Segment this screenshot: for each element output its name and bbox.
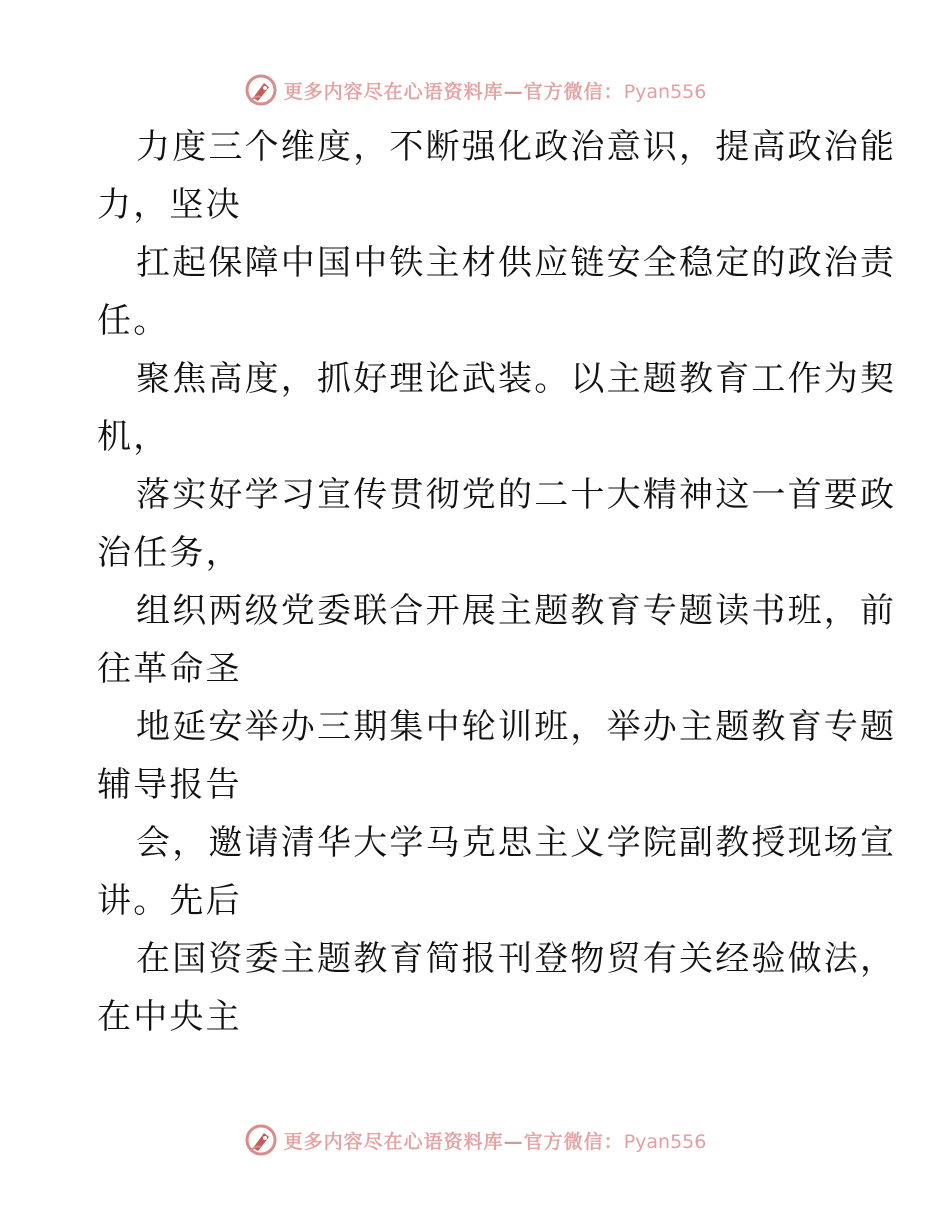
paragraph-line: 讲。先后: [97, 881, 242, 921]
document-body: [97, 118, 897, 1046]
watermark-brand: 更多内容尽在心语资料库: [283, 1130, 504, 1153]
footer-watermark: [0, 1120, 950, 1160]
paragraph-line: 力，坚决: [97, 185, 242, 225]
paragraph-line: 会，邀请清华大学马克思主义学院副教授现场宣: [136, 823, 897, 863]
watermark-wechat-id: Pyan556: [623, 80, 707, 103]
paragraph-line: 组织两级党委联合开展主题教育专题读书班，前: [136, 591, 897, 631]
paragraph-line: 在国资委主题教育简报刊登物贸有关经验做法，: [136, 939, 897, 979]
paragraph-line: 地延安举办三期集中轮训班，举办主题教育专题: [136, 707, 897, 747]
paragraph-line: 在中央主: [97, 997, 242, 1037]
watermark-separator: —: [503, 80, 524, 103]
watermark-brand: 更多内容尽在心语资料库: [283, 80, 504, 103]
paragraph-line: 力度三个维度，不断强化政治意识，提高政治能: [136, 127, 897, 167]
watermark-text: [284, 1127, 707, 1154]
pen-nib-logo-icon: [244, 73, 278, 107]
paragraph-line: 扛起保障中国中铁主材供应链安全稳定的政治责: [136, 243, 897, 283]
paragraph-line: 机，: [97, 417, 170, 457]
paragraph-line: 聚焦高度，抓好理论武装。以主题教育工作为契: [136, 359, 897, 399]
paragraph-line: 治任务，: [97, 533, 242, 573]
paragraph-line: 辅导报告: [97, 765, 242, 805]
paragraph-line: 落实好学习宣传贯彻党的二十大精神这一首要政: [136, 475, 897, 515]
paragraph-line: 往革命圣: [97, 649, 242, 689]
watermark-separator: —: [503, 1130, 524, 1153]
watermark-wechat-id: Pyan556: [623, 1130, 707, 1153]
header-watermark: [0, 70, 950, 110]
paragraph-line: 任。: [97, 301, 170, 341]
pen-nib-logo-icon: [244, 1123, 278, 1157]
watermark-text: [284, 77, 707, 104]
watermark-wechat-label: 官方微信：: [523, 1130, 624, 1153]
watermark-wechat-label: 官方微信：: [523, 80, 624, 103]
